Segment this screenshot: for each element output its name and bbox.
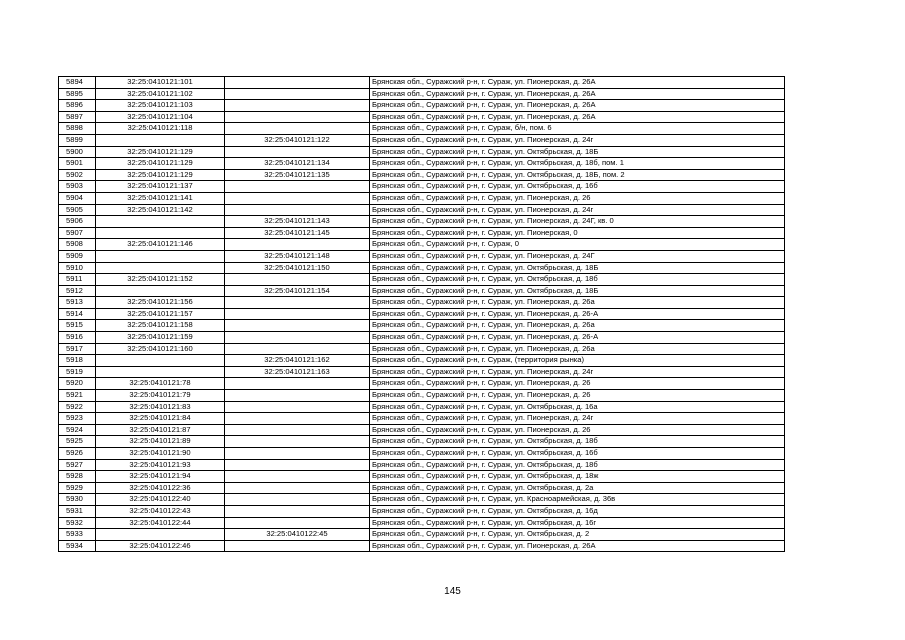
row-number-cell: 5930 — [59, 494, 96, 506]
cadastral-number-secondary-cell: 32:25:0410121:154 — [225, 285, 370, 297]
table-row — [59, 297, 785, 309]
table-row — [59, 192, 785, 204]
row-number-cell: 5928 — [59, 471, 96, 483]
address-cell: Брянская обл., Суражский р-н, г. Сураж, ул. Октябрьская, д. 18б — [370, 436, 785, 448]
row-number-cell: 5900 — [59, 146, 96, 158]
row-number-cell: 5911 — [59, 274, 96, 286]
table-row — [59, 366, 785, 378]
cadastral-number-secondary-cell — [225, 459, 370, 471]
row-number-cell: 5919 — [59, 366, 96, 378]
cadastral-number-cell — [96, 262, 225, 274]
cadastral-number-secondary-cell — [225, 274, 370, 286]
address-cell: Брянская обл., Суражский р-н, г. Сураж, ул. Пионерская, д. 24Г — [370, 250, 785, 262]
row-number-cell: 5920 — [59, 378, 96, 390]
cadastral-number-secondary-cell: 32:25:0410121:145 — [225, 227, 370, 239]
address-cell: Брянская обл., Суражский р-н, г. Сураж, ул. Октябрьская, д. 16б — [370, 448, 785, 460]
table-row — [59, 308, 785, 320]
cadastral-number-secondary-cell: 32:25:0410121:150 — [225, 262, 370, 274]
cadastral-number-cell: 32:25:0410121:158 — [96, 320, 225, 332]
cadastral-number-secondary-cell: 32:25:0410121:135 — [225, 169, 370, 181]
cadastral-number-secondary-cell — [225, 413, 370, 425]
cadastral-number-secondary-cell — [225, 192, 370, 204]
cadastral-number-cell: 32:25:0410121:89 — [96, 436, 225, 448]
row-number-cell: 5934 — [59, 540, 96, 552]
cadastral-number-secondary-cell: 32:25:0410122:45 — [225, 529, 370, 541]
cadastral-number-cell: 32:25:0410122:44 — [96, 517, 225, 529]
cadastral-number-cell: 32:25:0410121:129 — [96, 158, 225, 170]
cadastral-number-cell: 32:25:0410121:87 — [96, 424, 225, 436]
cadastral-number-secondary-cell — [225, 482, 370, 494]
cadastral-number-cell: 32:25:0410121:103 — [96, 100, 225, 112]
cadastral-number-secondary-cell — [225, 471, 370, 483]
address-cell: Брянская обл., Суражский р-н, г. Сураж, ул. Октябрьская, д. 18Б, пом. 2 — [370, 169, 785, 181]
table-row — [59, 459, 785, 471]
address-cell: Брянская обл., Суражский р-н, г. Сураж, ул. Пионерская, д. 24г — [370, 413, 785, 425]
cadastral-number-secondary-cell — [225, 111, 370, 123]
cadastral-number-cell: 32:25:0410121:118 — [96, 123, 225, 135]
row-number-cell: 5918 — [59, 355, 96, 367]
cadastral-number-secondary-cell — [225, 77, 370, 89]
cadastral-number-secondary-cell: 32:25:0410121:148 — [225, 250, 370, 262]
row-number-cell: 5924 — [59, 424, 96, 436]
cadastral-number-cell: 32:25:0410121:101 — [96, 77, 225, 89]
address-cell: Брянская обл., Суражский р-н, г. Сураж, ул. Пионерская, д. 26-А — [370, 332, 785, 344]
cadastral-number-secondary-cell — [225, 181, 370, 193]
cadastral-number-cell — [96, 529, 225, 541]
cadastral-number-cell: 32:25:0410122:43 — [96, 505, 225, 517]
cadastral-number-cell: 32:25:0410121:156 — [96, 297, 225, 309]
row-number-cell: 5929 — [59, 482, 96, 494]
cadastral-number-secondary-cell — [225, 401, 370, 413]
cadastral-number-cell: 32:25:0410122:36 — [96, 482, 225, 494]
row-number-cell: 5921 — [59, 390, 96, 402]
table-row — [59, 413, 785, 425]
address-cell: Брянская обл., Суражский р-н, г. Сураж, ул. Октябрьская, д. 18б, пом. 1 — [370, 158, 785, 170]
address-cell: Брянская обл., Суражский р-н, г. Сураж, ул. Октябрьская, д. 2а — [370, 482, 785, 494]
row-number-cell: 5906 — [59, 216, 96, 228]
cadastral-number-cell: 32:25:0410121:141 — [96, 192, 225, 204]
cadastral-number-cell — [96, 227, 225, 239]
row-number-cell: 5912 — [59, 285, 96, 297]
address-cell: Брянская обл., Суражский р-н, г. Сураж, ул. Октябрьская, д. 16г — [370, 517, 785, 529]
table-row — [59, 204, 785, 216]
row-number-cell: 5907 — [59, 227, 96, 239]
row-number-cell: 5925 — [59, 436, 96, 448]
address-cell: Брянская обл., Суражский р-н, г. Сураж, ул. Октябрьская, д. 18Б — [370, 285, 785, 297]
cadastral-number-cell: 32:25:0410121:146 — [96, 239, 225, 251]
cadastral-number-cell — [96, 250, 225, 262]
cadastral-number-cell: 32:25:0410121:129 — [96, 169, 225, 181]
cadastral-number-cell: 32:25:0410121:78 — [96, 378, 225, 390]
row-number-cell: 5931 — [59, 505, 96, 517]
cadastral-number-secondary-cell — [225, 146, 370, 158]
address-cell: Брянская обл., Суражский р-н, г. Сураж, ул. Октябрьская, д. 18б — [370, 274, 785, 286]
cadastral-number-secondary-cell — [225, 297, 370, 309]
row-number-cell: 5908 — [59, 239, 96, 251]
cadastral-number-cell: 32:25:0410121:90 — [96, 448, 225, 460]
address-cell: Брянская обл., Суражский р-н, г. Сураж, ул. Пионерская, д. 26А — [370, 77, 785, 89]
cadastral-number-secondary-cell — [225, 494, 370, 506]
address-cell: Брянская обл., Суражский р-н, г. Сураж, ул. Пионерская, 0 — [370, 227, 785, 239]
row-number-cell: 5895 — [59, 88, 96, 100]
table-row — [59, 471, 785, 483]
table-row — [59, 227, 785, 239]
row-number-cell: 5899 — [59, 134, 96, 146]
address-cell: Брянская обл., Суражский р-н, г. Сураж, ул. Пионерская, д. 24г — [370, 204, 785, 216]
cadastral-number-cell: 32:25:0410121:137 — [96, 181, 225, 193]
cadastral-number-cell: 32:25:0410122:40 — [96, 494, 225, 506]
cadastral-number-secondary-cell — [225, 343, 370, 355]
row-number-cell: 5905 — [59, 204, 96, 216]
address-cell: Брянская обл., Суражский р-н, г. Сураж, ул. Пионерская, д. 26а — [370, 297, 785, 309]
row-number-cell: 5909 — [59, 250, 96, 262]
cadastral-number-cell: 32:25:0410121:79 — [96, 390, 225, 402]
address-cell: Брянская обл., Суражский р-н, г. Сураж, ул. Октябрьская, д. 18Б — [370, 262, 785, 274]
address-cell: Брянская обл., Суражский р-н, г. Сураж, ул. Пионерская, д. 24Г, кв. 0 — [370, 216, 785, 228]
cadastral-number-cell — [96, 285, 225, 297]
cadastral-number-cell: 32:25:0410121:94 — [96, 471, 225, 483]
table-row — [59, 100, 785, 112]
table-row — [59, 88, 785, 100]
table-row — [59, 378, 785, 390]
address-cell: Брянская обл., Суражский р-н, г. Сураж, ул. Октябрьская, д. 18Б — [370, 146, 785, 158]
table-row — [59, 494, 785, 506]
address-cell: Брянская обл., Суражский р-н, г. Сураж, ул. Пионерская, д. 26А — [370, 100, 785, 112]
row-number-cell: 5915 — [59, 320, 96, 332]
address-cell: Брянская обл., Суражский р-н, г. Сураж, (территория рынка) — [370, 355, 785, 367]
cadastral-number-cell: 32:25:0410122:46 — [96, 540, 225, 552]
row-number-cell: 5922 — [59, 401, 96, 413]
table-row — [59, 540, 785, 552]
address-cell: Брянская обл., Суражский р-н, г. Сураж, ул. Пионерская, д. 26А — [370, 111, 785, 123]
address-cell: Брянская обл., Суражский р-н, г. Сураж, ул. Пионерская, д. 26 — [370, 192, 785, 204]
address-cell: Брянская обл., Суражский р-н, г. Сураж, ул. Пионерская, д. 26А — [370, 540, 785, 552]
cadastral-number-cell: 32:25:0410121:102 — [96, 88, 225, 100]
table-row — [59, 320, 785, 332]
cadastral-number-secondary-cell: 32:25:0410121:134 — [225, 158, 370, 170]
row-number-cell: 5914 — [59, 308, 96, 320]
table-row — [59, 169, 785, 181]
table-row — [59, 517, 785, 529]
cadastral-number-secondary-cell: 32:25:0410121:122 — [225, 134, 370, 146]
address-cell: Брянская обл., Суражский р-н, г. Сураж, ул. Октябрьская, д. 18ж — [370, 471, 785, 483]
table-row — [59, 285, 785, 297]
cadastral-number-secondary-cell: 32:25:0410121:163 — [225, 366, 370, 378]
cadastral-number-cell — [96, 366, 225, 378]
address-cell: Брянская обл., Суражский р-н, г. Сураж, ул. Пионерская, д. 24г — [370, 366, 785, 378]
table-row — [59, 482, 785, 494]
table-row — [59, 355, 785, 367]
table-row — [59, 390, 785, 402]
table-row — [59, 250, 785, 262]
cadastral-number-cell: 32:25:0410121:84 — [96, 413, 225, 425]
row-number-cell: 5902 — [59, 169, 96, 181]
cadastral-number-cell: 32:25:0410121:129 — [96, 146, 225, 158]
cadastral-number-cell: 32:25:0410121:142 — [96, 204, 225, 216]
cadastral-number-cell: 32:25:0410121:160 — [96, 343, 225, 355]
address-cell: Брянская обл., Суражский р-н, г. Сураж, 0 — [370, 239, 785, 251]
address-cell: Брянская обл., Суражский р-н, г. Сураж, ул. Пионерская, д. 26а — [370, 320, 785, 332]
cadastral-number-secondary-cell — [225, 308, 370, 320]
registry-table — [58, 76, 785, 552]
cadastral-number-secondary-cell — [225, 448, 370, 460]
address-cell: Брянская обл., Суражский р-н, г. Сураж, ул. Октябрьская, д. 16а — [370, 401, 785, 413]
cadastral-number-secondary-cell — [225, 332, 370, 344]
row-number-cell: 5901 — [59, 158, 96, 170]
row-number-cell: 5910 — [59, 262, 96, 274]
address-cell: Брянская обл., Суражский р-н, г. Сураж, ул. Пионерская, д. 26 — [370, 390, 785, 402]
address-cell: Брянская обл., Суражский р-н, г. Сураж, б/н, пом. 6 — [370, 123, 785, 135]
cadastral-number-secondary-cell — [225, 390, 370, 402]
row-number-cell: 5913 — [59, 297, 96, 309]
cadastral-number-secondary-cell — [225, 540, 370, 552]
table-row — [59, 181, 785, 193]
address-cell: Брянская обл., Суражский р-н, г. Сураж, ул. Красноармейская, д. 36в — [370, 494, 785, 506]
cadastral-number-secondary-cell — [225, 378, 370, 390]
table-row — [59, 239, 785, 251]
row-number-cell: 5917 — [59, 343, 96, 355]
cadastral-number-secondary-cell — [225, 204, 370, 216]
row-number-cell: 5923 — [59, 413, 96, 425]
row-number-cell: 5932 — [59, 517, 96, 529]
cadastral-number-secondary-cell: 32:25:0410121:143 — [225, 216, 370, 228]
cadastral-number-cell: 32:25:0410121:93 — [96, 459, 225, 471]
address-cell: Брянская обл., Суражский р-н, г. Сураж, ул. Октябрьская, д. 2 — [370, 529, 785, 541]
table-row — [59, 401, 785, 413]
table-row — [59, 505, 785, 517]
table-row — [59, 343, 785, 355]
table-row — [59, 216, 785, 228]
table-row — [59, 134, 785, 146]
table-row — [59, 436, 785, 448]
row-number-cell: 5894 — [59, 77, 96, 89]
table-row — [59, 332, 785, 344]
cadastral-number-cell — [96, 355, 225, 367]
table-row — [59, 123, 785, 135]
cadastral-number-cell: 32:25:0410121:157 — [96, 308, 225, 320]
cadastral-number-secondary-cell — [225, 517, 370, 529]
table-row — [59, 158, 785, 170]
cadastral-number-cell — [96, 134, 225, 146]
table-row — [59, 111, 785, 123]
table-row — [59, 424, 785, 436]
row-number-cell: 5904 — [59, 192, 96, 204]
cadastral-number-secondary-cell — [225, 100, 370, 112]
row-number-cell: 5898 — [59, 123, 96, 135]
table-row — [59, 262, 785, 274]
table-row — [59, 274, 785, 286]
address-cell: Брянская обл., Суражский р-н, г. Сураж, ул. Октябрьская, д. 16д — [370, 505, 785, 517]
address-cell: Брянская обл., Суражский р-н, г. Сураж, ул. Октябрьская, д. 16б — [370, 181, 785, 193]
table-row — [59, 448, 785, 460]
row-number-cell: 5933 — [59, 529, 96, 541]
cadastral-number-secondary-cell — [225, 239, 370, 251]
table-row — [59, 77, 785, 89]
table-row — [59, 146, 785, 158]
address-cell: Брянская обл., Суражский р-н, г. Сураж, ул. Пионерская, д. 26 — [370, 424, 785, 436]
address-cell: Брянская обл., Суражский р-н, г. Сураж, ул. Пионерская, д. 24г — [370, 134, 785, 146]
row-number-cell: 5897 — [59, 111, 96, 123]
page-number: 145 — [444, 586, 461, 597]
cadastral-number-cell: 32:25:0410121:83 — [96, 401, 225, 413]
cadastral-number-secondary-cell — [225, 88, 370, 100]
row-number-cell: 5926 — [59, 448, 96, 460]
registry-table-body — [59, 77, 785, 552]
cadastral-number-cell — [96, 216, 225, 228]
cadastral-number-cell: 32:25:0410121:104 — [96, 111, 225, 123]
address-cell: Брянская обл., Суражский р-н, г. Сураж, ул. Пионерская, д. 26-А — [370, 308, 785, 320]
cadastral-number-secondary-cell — [225, 123, 370, 135]
cadastral-number-cell: 32:25:0410121:152 — [96, 274, 225, 286]
row-number-cell: 5903 — [59, 181, 96, 193]
cadastral-number-secondary-cell — [225, 505, 370, 517]
table-row — [59, 529, 785, 541]
address-cell: Брянская обл., Суражский р-н, г. Сураж, ул. Пионерская, д. 26а — [370, 343, 785, 355]
cadastral-number-secondary-cell — [225, 320, 370, 332]
row-number-cell: 5927 — [59, 459, 96, 471]
address-cell: Брянская обл., Суражский р-н, г. Сураж, ул. Октябрьская, д. 18б — [370, 459, 785, 471]
cadastral-number-secondary-cell — [225, 424, 370, 436]
address-cell: Брянская обл., Суражский р-н, г. Сураж, ул. Пионерская, д. 26А — [370, 88, 785, 100]
cadastral-number-secondary-cell — [225, 436, 370, 448]
address-cell: Брянская обл., Суражский р-н, г. Сураж, ул. Пионерская, д. 26 — [370, 378, 785, 390]
cadastral-number-cell: 32:25:0410121:159 — [96, 332, 225, 344]
row-number-cell: 5896 — [59, 100, 96, 112]
row-number-cell: 5916 — [59, 332, 96, 344]
cadastral-number-secondary-cell: 32:25:0410121:162 — [225, 355, 370, 367]
